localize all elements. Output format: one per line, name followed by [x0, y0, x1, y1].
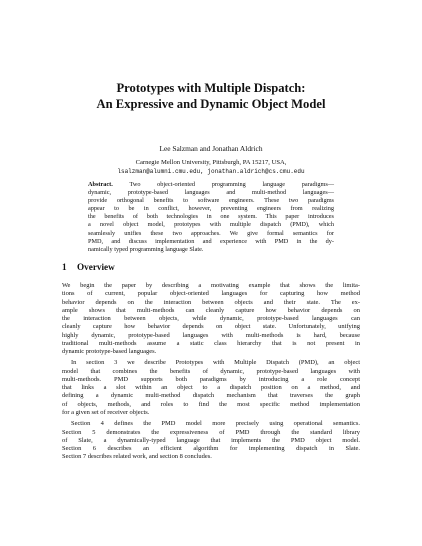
text-line: for a given set of receiver objects. — [62, 408, 150, 416]
abstract-line: a novel object model, prototypes with multiple dispatch (PMD), which — [88, 221, 334, 229]
text-line: of objects, methods, and roles to find the most specific method implementation — [62, 400, 360, 408]
abstract-text: Two object-oriented programming language paradigms— — [129, 181, 335, 188]
paragraph — [62, 282, 360, 356]
text-line: tions of current, popular object-oriented languages for capturing how method — [62, 290, 360, 298]
abstract-line: provide orthogonal benefits to software engineers. These two paradigms — [88, 197, 334, 205]
author-emails: lsalzman@alumni.cmu.edu, jonathan.aldrich@cs.cmu.edu — [117, 168, 305, 175]
affiliation: Carnegie Mellon University, Pittsburgh, PA 15217, USA, — [135, 159, 287, 166]
paragraph — [62, 420, 360, 461]
text-line: ample shows that multi-methods can cleanly capture how behavior depends on — [62, 306, 360, 314]
text-line: cleanly capture how behavior depends on object state. Unfortunately, unifying — [62, 323, 360, 331]
abstract-label: Abstract. — [88, 181, 113, 188]
abstract-line — [88, 181, 334, 189]
text-line: In section 3 we describe Prototypes with Multiple Dispatch (PMD), an object — [71, 359, 360, 367]
abstract-line: appear to be in conflict, however, preventing engineers from realizing — [88, 205, 334, 213]
abstract-line: seamlessly unifies these two approaches. We give formal semantics for — [88, 229, 334, 237]
section-number: 1 — [62, 262, 67, 272]
text-line: multi-methods. PMD supports both paradigms by introducing a role concept — [62, 375, 360, 383]
text-line: behavior depends on the interaction between objects and their state. The ex- — [62, 298, 360, 306]
section-body — [62, 282, 360, 465]
section-title: Overview — [77, 262, 115, 272]
abstract-line: dynamic, prototype-based languages and multi-method languages— — [88, 189, 334, 197]
title-line-1: Prototypes with Multiple Dispatch: — [116, 81, 306, 95]
text-line: of Slate, a dynamically-typed language that implements the PMD object model. — [62, 436, 360, 444]
text-line: model that combines the benefits of dynamic, prototype-based languages with — [62, 367, 360, 375]
paper-title — [0, 80, 422, 112]
abstract-line: namically typed programming language Slate. — [88, 245, 204, 253]
abstract — [88, 181, 334, 254]
text-line: dynamic prototype-based languages. — [62, 348, 157, 355]
abstract-line: PMD, and discuss implementation and experience with PMD in the dy- — [88, 237, 334, 245]
text-line: We begin the paper by describing a motivating example that shows the limita- — [62, 282, 360, 289]
text-line: Section 4 defines the PMD model more precisely using operational semantics. — [71, 420, 360, 428]
text-line: that links a slot within an object to a dispatch position on a method, and — [62, 384, 360, 392]
title-line-2: An Expressive and Dynamic Object Model — [96, 97, 326, 111]
section-heading — [62, 262, 115, 273]
text-line: the interaction between objects, while dynamic, prototype-based languages can — [62, 315, 360, 322]
paragraph — [62, 359, 360, 417]
text-line: traditional multi-methods assume a static class hierarchy that is not present in — [62, 339, 360, 347]
abstract-line: the benefits of both technologies in one system. This paper introduces — [88, 213, 334, 221]
text-line: Section 6 describes an efficient algorithm for implementing dispatch in Slate. — [62, 445, 360, 453]
text-line: defining a dynamic multi-method dispatch mechanism that traverses the graph — [62, 392, 360, 400]
text-line: Section 7 describes related work, and section 8 concludes. — [62, 453, 212, 461]
authors: Lee Salzman and Jonathan Aldrich — [159, 144, 263, 153]
text-line: highly dynamic, prototype-based languages with multi-methods is hard, because — [62, 331, 360, 339]
text-line: Section 5 demonstrates the expressiveness of PMD through the standard library — [62, 428, 360, 436]
